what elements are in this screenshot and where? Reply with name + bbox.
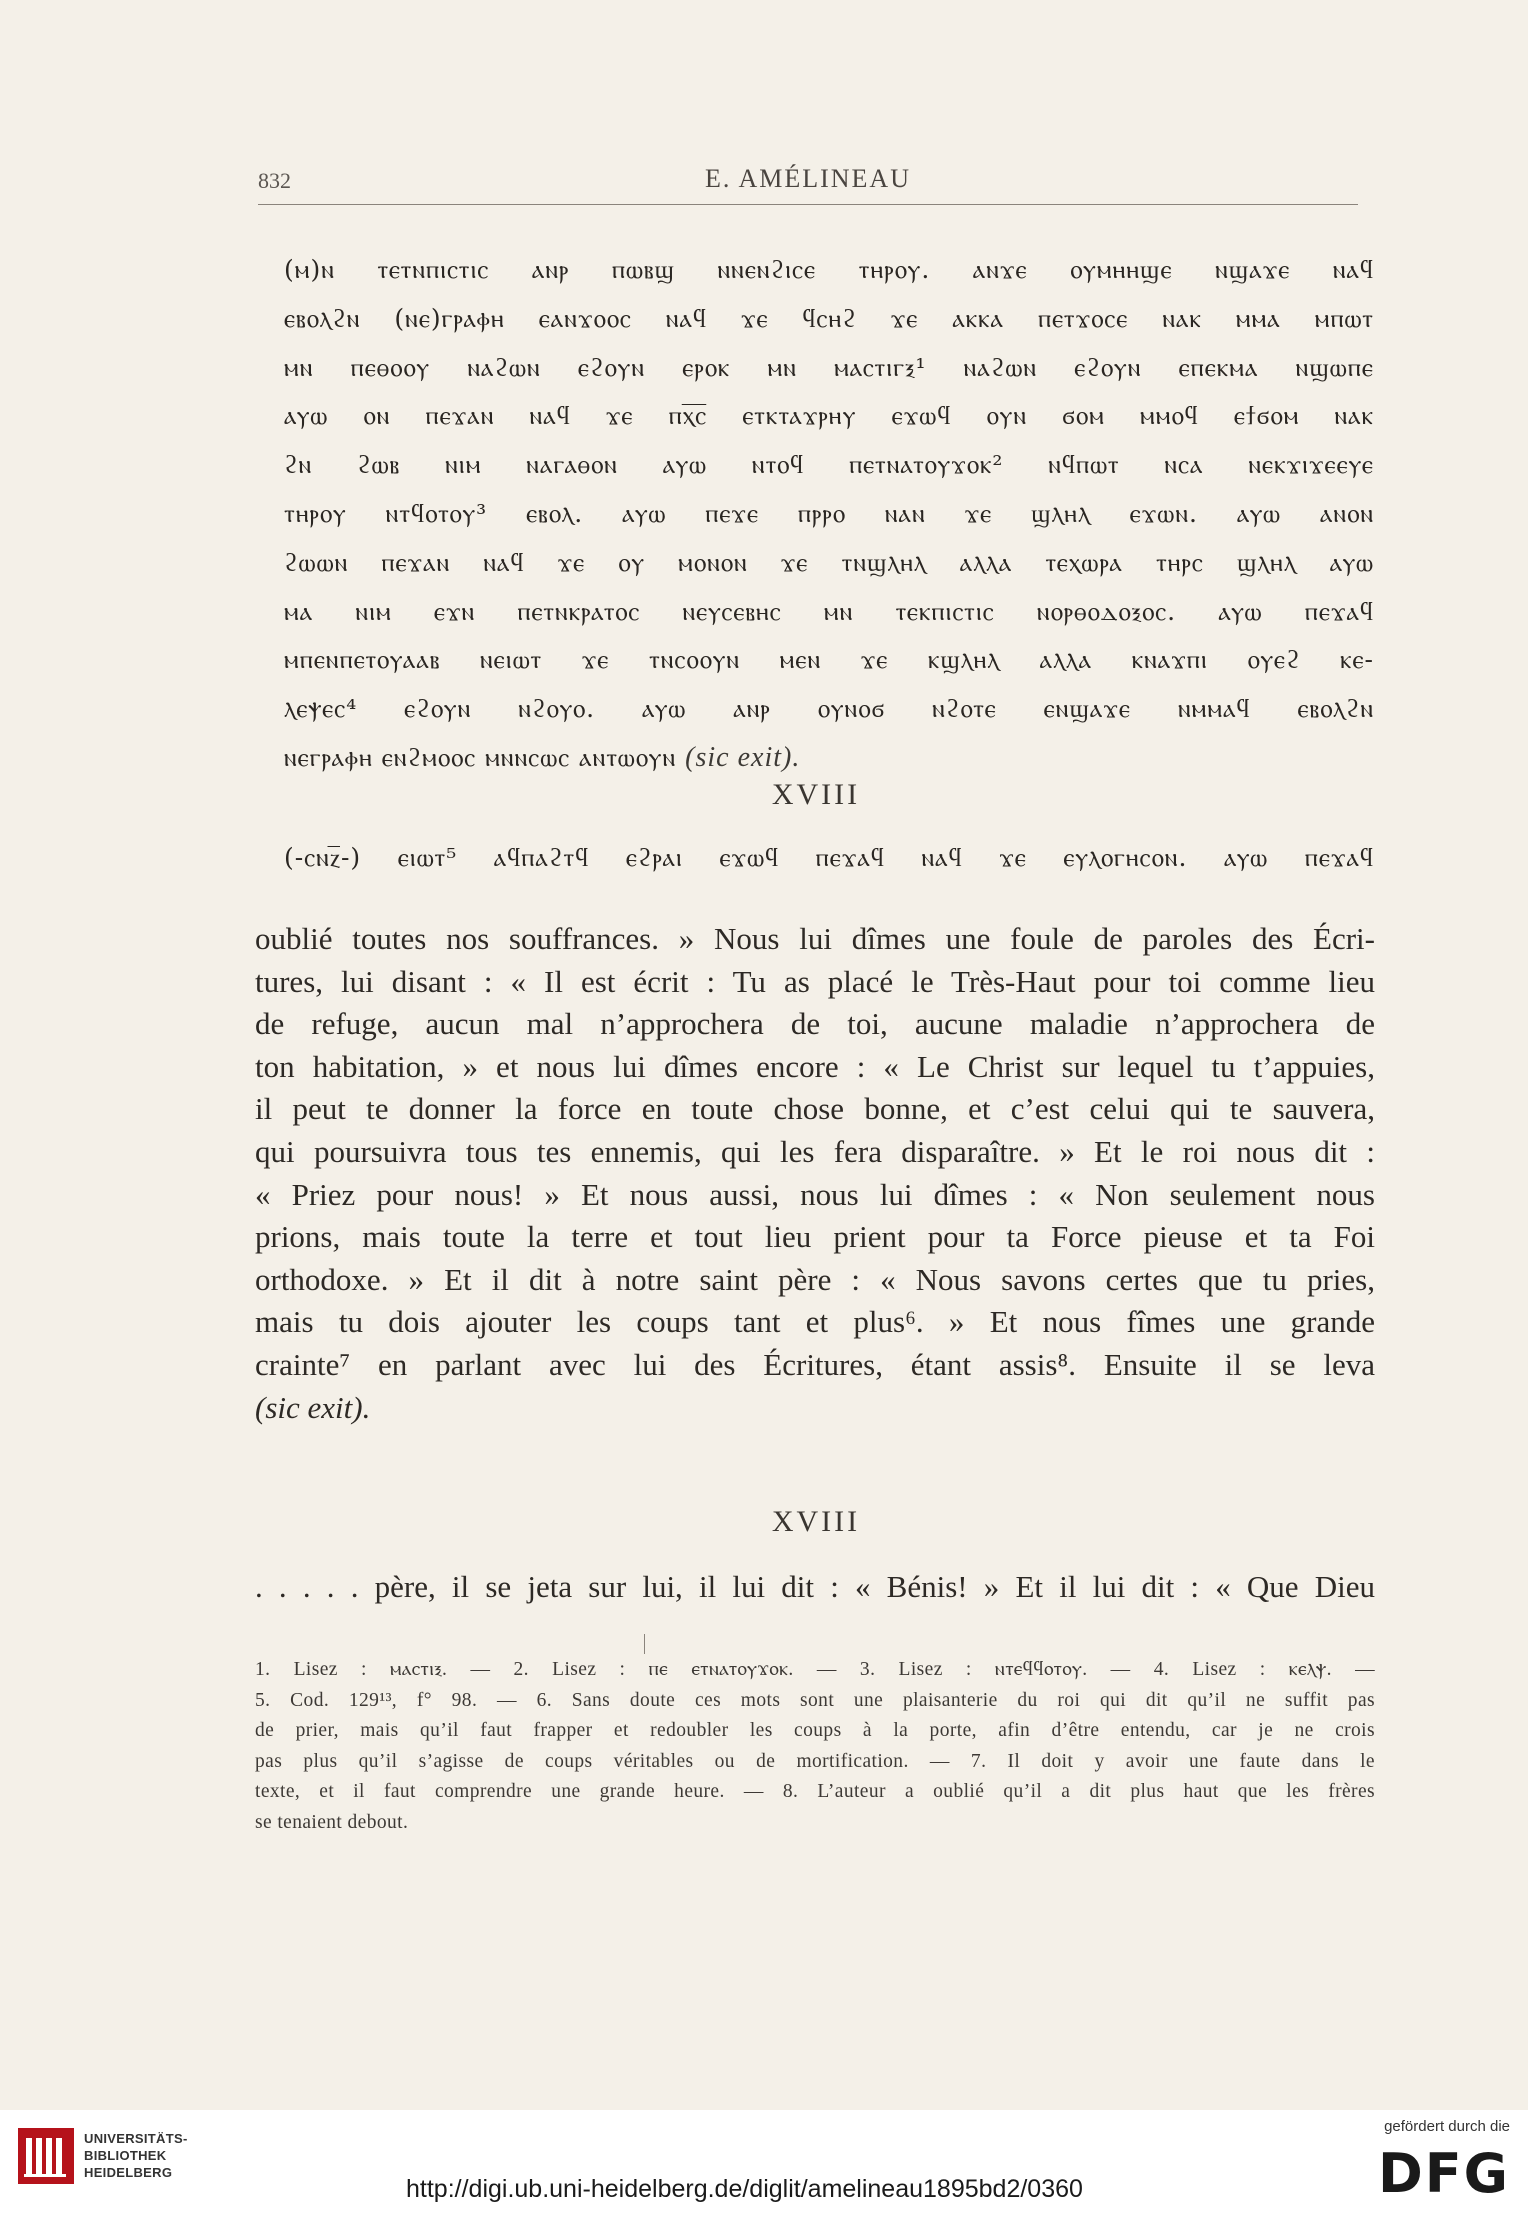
library-name [84,2130,188,2181]
french-line: crainte⁷ en parlant avec lui des Écritures, étant assis⁸. Ensuite il se leva [255,1346,1375,1382]
coptic-line: ⲧⲏⲣⲟⲩ ⲛⲧϥⲟⲧⲟⲩ³ ⲉⲃⲟⲗ. ⲁⲩⲱ ⲡⲉϫⲉ ⲡⲣⲣⲟ ⲛⲁⲛ ϫⲉ ϣⲗⲏⲗ ⲉϫⲱⲛ. ⲁⲩⲱ ⲁⲛⲟⲛ [284,498,1374,528]
french-line: prions, mais toute la terre et tout lieu prient pour ta Force pieuse et ta Foi [255,1219,1375,1255]
coptic-line: ⲗⲉⲯⲉⲥ⁴ ⲉϩⲟⲩⲛ ⲛϩⲟⲩⲟ. ⲁⲩⲱ ⲁⲛⲣ ⲟⲩⲛⲟϭ ⲛϩⲟⲧⲉ ⲉⲛϣⲁϫⲉ ⲛⲙⲙⲁϥ ⲉⲃⲟⲗϩⲛ [284,694,1374,724]
french-line: oublié toutes nos souffrances. » Nous lui dîmes une foule de paroles des Écri- [255,921,1375,956]
library-emblem-icon [18,2128,74,2184]
french-text-block-2 [255,1566,1375,1609]
french-line: « Priez pour nous! » Et nous aussi, nous lui dîmes : « Non seulement nous [255,1176,1375,1212]
french-line-last [255,1387,1375,1430]
french-line: tures, lui disant : « Il est écrit : Tu as placé le Très-Haut pour toi comme lieu [255,963,1375,999]
french-line: il peut te donner la force en toute chose bonne, et c’est celui qui te sauvera, [255,1091,1375,1127]
coptic-line: ϩⲛ ϩⲱⲃ ⲛⲓⲙ ⲛⲁⲅⲁⲑⲟⲛ ⲁⲩⲱ ⲛⲧⲟϥ ⲡⲉⲧⲛⲁⲧⲟⲩϫⲟⲕ² ⲛϥⲡⲱⲧ ⲛⲥⲁ ⲛⲉⲕϫⲓϫⲉⲉⲩⲉ [284,450,1374,480]
sic-exit-note: (sic exit). [255,1389,371,1425]
library-name-line: BIBLIOTHEK [84,2148,167,2163]
sic-exit-note: (sic exit). [685,741,801,773]
french-line: ton habitation, » et nous lui dîmes encore : « Le Christ sur lequel tu t’appuies, [255,1048,1375,1084]
section-heading-1: XVIII [771,778,861,811]
library-name-line: HEIDELBERG [84,2165,173,2180]
footnotes [255,1655,1375,1839]
coptic-line: ⲙⲛ ⲡⲉⲑⲟⲟⲩ ⲛⲁϩⲱⲛ ⲉϩⲟⲩⲛ ⲉⲣⲟⲕ ⲙⲛ ⲙⲁⲥⲧⲓⲅⲝ¹ ⲛⲁϩⲱⲛ ⲉϩⲟⲩⲛ ⲉⲡⲉⲕⲙⲁ ⲛϣⲱⲡⲉ [284,352,1374,382]
coptic-line: ⲉⲃⲟⲗϩⲛ (ⲛⲉ)ⲅⲣⲁⲫⲏ ⲉⲁⲛϫⲟⲟⲥ ⲛⲁϥ ϫⲉ ϥⲥⲏϩ ϫⲉ ⲁⲕⲕⲁ ⲡⲉⲧϫⲟⲥⲉ ⲛⲁⲕ ⲙⲙⲁ ⲙⲡⲱⲧ [284,303,1374,333]
footnote-line: 1. Lisez : ⲙⲁⲥⲧⲓⲝ. — 2. Lisez : ⲡⲉ ⲉⲧⲛⲁⲧⲟⲩϫⲟⲕ. — 3. Lisez : ⲛⲧⲉϥϥⲟⲧⲟⲩ. — 4. Lisez : ⲕⲉⲗⲯ. — [255,1659,1375,1680]
university-library-logo[interactable] [18,2128,218,2188]
coptic-line: ⲙⲡⲉⲛⲡⲉⲧⲟⲩⲁⲁⲃ ⲛⲉⲓⲱⲧ ϫⲉ ⲧⲛⲥⲟⲟⲩⲛ ⲙⲉⲛ ϫⲉ ⲕϣⲗⲏⲗ ⲁⲗⲗⲁ ⲕⲛⲁϫⲡⲓ ⲟⲩⲉϩ ⲕⲉ- [284,645,1374,675]
coptic-line: ⲙⲁ ⲛⲓⲙ ⲉϫⲛ ⲡⲉⲧⲛⲕⲣⲁⲧⲟⲥ ⲛⲉⲩⲥⲉⲃⲏⲥ ⲙⲛ ⲧⲉⲕⲡⲓⲥⲧⲓⲥ ⲛⲟⲣⲑⲟⲇⲟⲝⲟⲥ. ⲁⲩⲱ ⲡⲉϫⲁϥ [284,596,1374,626]
coptic-line-text: ⲛⲉⲅⲣⲁⲫⲏ ⲉⲛϩⲙⲟⲟⲥ ⲙⲛⲛⲥⲱⲥ ⲁⲛⲧⲱⲟⲩⲛ [284,742,677,772]
coptic-line: (ⲙ)ⲛ ⲧⲉⲧⲛⲡⲓⲥⲧⲓⲥ ⲁⲛⲣ ⲡⲱⲃϣ ⲛⲛⲉⲛϩⲓⲥⲉ ⲧⲏⲣⲟⲩ. ⲁⲛϫⲉ ⲟⲩⲙⲏⲏϣⲉ ⲛϣⲁϫⲉ ⲛⲁϥ [284,255,1374,284]
source-url-link[interactable]: http://digi.ub.uni-heidelberg.de/diglit/amelineau1895bd2/0360 [406,2175,1083,2203]
library-name-line: UNIVERSITÄTS- [84,2131,188,2146]
page-number: 832 [258,168,291,193]
coptic-line: (-ⲥⲛⲍ̅-) ⲉⲓⲱⲧ⁵ ⲁϥⲡⲁϩⲧϥ ⲉϩⲣⲁⲓ ⲉϫⲱϥ ⲡⲉϫⲁϥ ⲛⲁϥ ϫⲉ ⲉⲩⲗⲟⲅⲏⲥⲟⲛ. ⲁⲩⲱ ⲡⲉϫⲁϥ [284,843,1374,872]
header-rule [258,204,1358,205]
french-line: . . . . . père, il se jeta sur lui, il lui dit : « Bénis! » Et il lui dit : « Que Dieu [255,1569,1375,1604]
dfg-sponsor[interactable] [1358,2118,1518,2208]
coptic-line-last [284,734,1374,783]
coptic-text-block-2 [284,834,1374,883]
coptic-line: ⲁⲩⲱ ⲟⲛ ⲡⲉϫⲁⲛ ⲛⲁϥ ϫⲉ ⲡⲭ̅ⲥ̅ ⲉⲧⲕⲧⲁϫⲣⲏⲩ ⲉϫⲱϥ ⲟⲩⲛ ϭⲟⲙ ⲙⲙⲟϥ ⲉϯϭⲟⲙ ⲛⲁⲕ [284,401,1374,431]
french-line: mais tu dois ajouter les coups tant et plus⁶. » Et nous fîmes une grande [255,1304,1375,1340]
footnote-divider [644,1634,645,1654]
footnote-line-last: se tenaient debout. [255,1811,409,1833]
french-line: qui poursuivra tous tes ennemis, qui les fera disparaître. » Et le roi nous dit : [255,1133,1375,1169]
french-line: de refuge, aucun mal n’approchera de toi, aucune maladie n’approchera de [255,1006,1375,1042]
coptic-line: ϩⲱⲱⲛ ⲡⲉϫⲁⲛ ⲛⲁϥ ϫⲉ ⲟⲩ ⲙⲟⲛⲟⲛ ϫⲉ ⲧⲛϣⲗⲏⲗ ⲁⲗⲗⲁ ⲧⲉⲭⲱⲣⲁ ⲧⲏⲣⲥ ϣⲗⲏⲗ ⲁⲩⲱ [284,547,1374,577]
french-line: orthodoxe. » Et il dit à notre saint père : « Nous savons certes que tu pries, [255,1261,1375,1297]
section-heading-2: XVIII [771,1505,861,1538]
footnote-line: pas plus qu’il s’agisse de coups véritables ou de mortification. — 7. Il doit y avoir une faute dans le [255,1750,1375,1772]
dfg-logo: DFG [1377,2142,1510,2205]
french-text-block-1 [255,918,1375,1429]
running-title: E. AMÉLINEAU [705,164,911,193]
footnote-line: de prier, mais qu’il faut frapper et redoubler les coups à la porte, afin d’être entendu, car je ne crois [255,1720,1375,1742]
coptic-text-block-1 [284,246,1374,783]
page-header [258,160,1358,200]
footnote-line: texte, et il faut comprendre une grande heure. — 8. L’auteur a oublié qu’il a dit plus haut que les frères [255,1781,1375,1803]
funded-by-label: gefördert durch die [1384,2118,1510,2135]
footnote-line: 5. Cod. 129¹³, f° 98. — 6. Sans doute ces mots sont une plaisanterie du roi qui dit qu’il ne suffit pas [255,1689,1375,1711]
